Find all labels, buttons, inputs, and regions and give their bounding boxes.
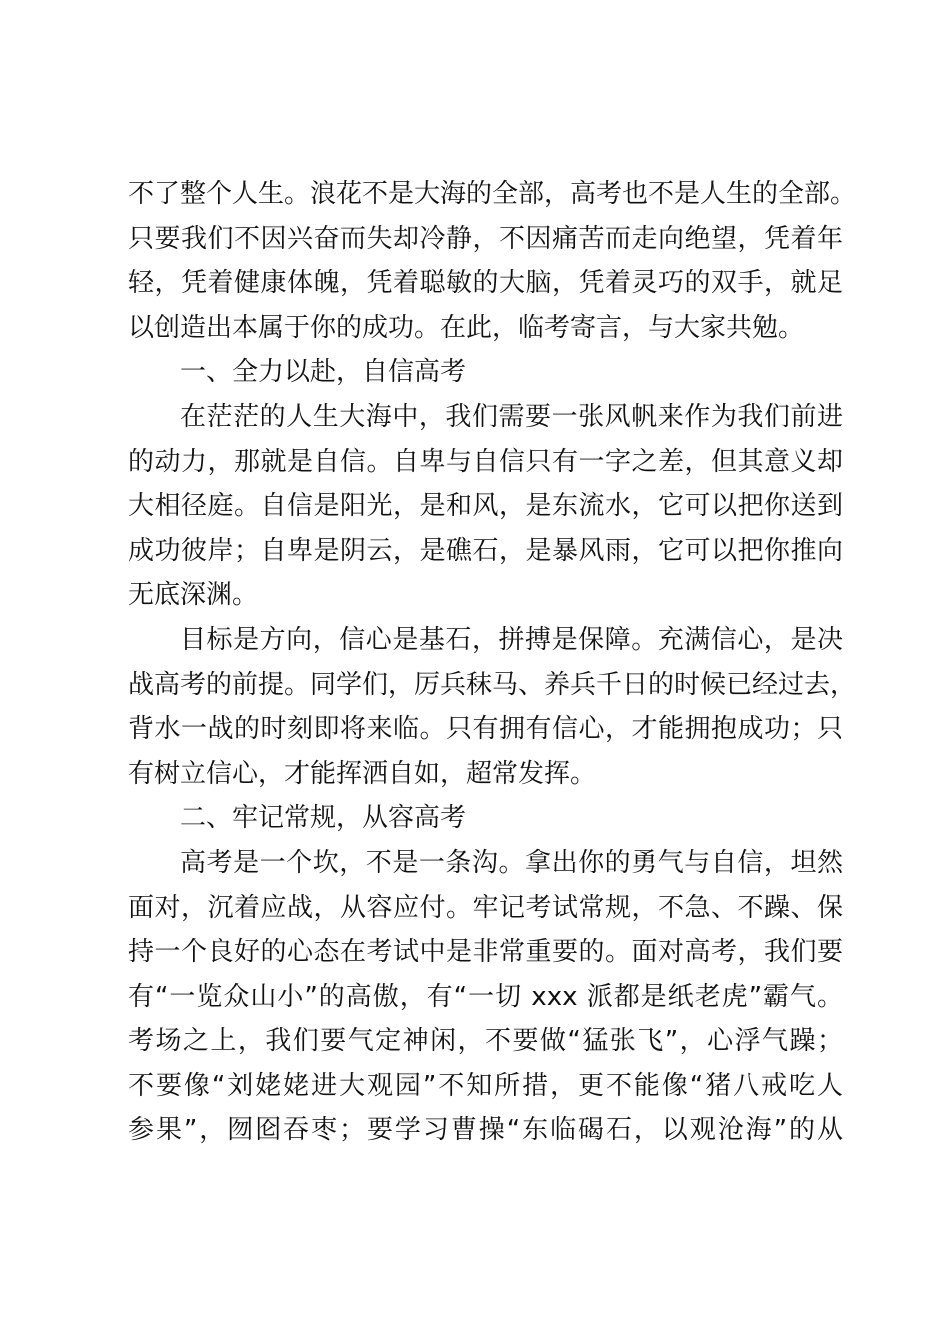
text-line: 以创造出本属于你的成功。在此，临考寄言，与大家共勉。: [128, 312, 805, 343]
text-line: 无底深渊。: [128, 580, 259, 611]
text-line: 有“一览众山小”的高傲，有“一切 xxx 派都是纸老虎”霸气。: [128, 981, 843, 1012]
paragraph-line: 目标是方向，信心是基石，拼搏是保障。充满信心，是决: [180, 624, 843, 655]
section-heading-1: 一、全力以赴，自信高考: [180, 357, 467, 388]
text-line: 有树立信心，才能挥洒自如，超常发挥。: [128, 758, 597, 789]
document-body: [128, 172, 857, 1153]
text-line: 只要我们不因兴奋而失却冷静，不因痛苦而走向绝望，凭着年: [128, 223, 843, 254]
text-line: 大相径庭。自信是阳光，是和风，是东流水，它可以把你送到: [128, 491, 843, 522]
text-line: 成功彼岸；自卑是阴云，是礁石，是暴风雨，它可以把你推向: [128, 535, 843, 566]
text-line: 战高考的前提。同学们，厉兵秣马、养兵千日的时候已经过去，: [128, 669, 857, 700]
text-line: 轻，凭着健康体魄，凭着聪敏的大脑，凭着灵巧的双手，就足: [128, 268, 843, 299]
text-line: 参果”，囫囵吞枣；要学习曹操“东临碣石，以观沧海”的从: [128, 1115, 843, 1146]
text-line: 不了整个人生。浪花不是大海的全部，高考也不是人生的全部。: [128, 179, 857, 209]
paragraph-line: 在茫茫的人生大海中，我们需要一张风帆来作为我们前进: [180, 401, 843, 432]
text-line: 面对，沉着应战，从容应付。牢记考试常规，不急、不躁、保: [128, 892, 843, 923]
paragraph-line: 高考是一个坎，不是一条沟。拿出你的勇气与自信，坦然: [180, 847, 843, 878]
text-line: 持一个良好的心态在考试中是非常重要的。面对高考，我们要: [128, 937, 843, 968]
section-heading-2: 二、牢记常规，从容高考: [180, 803, 467, 834]
text-line: 背水一战的时刻即将来临。只有拥有信心，才能拥抱成功；只: [128, 714, 843, 745]
text-line: 考场之上，我们要气定神闲，不要做“猛张飞”，心浮气躁；: [128, 1026, 843, 1057]
text-line: 不要像“刘姥姥进大观园”不知所措，更不能像“猪八戒吃人: [128, 1070, 843, 1101]
text-line: 的动力，那就是自信。自卑与自信只有一字之差，但其意义却: [128, 446, 843, 477]
